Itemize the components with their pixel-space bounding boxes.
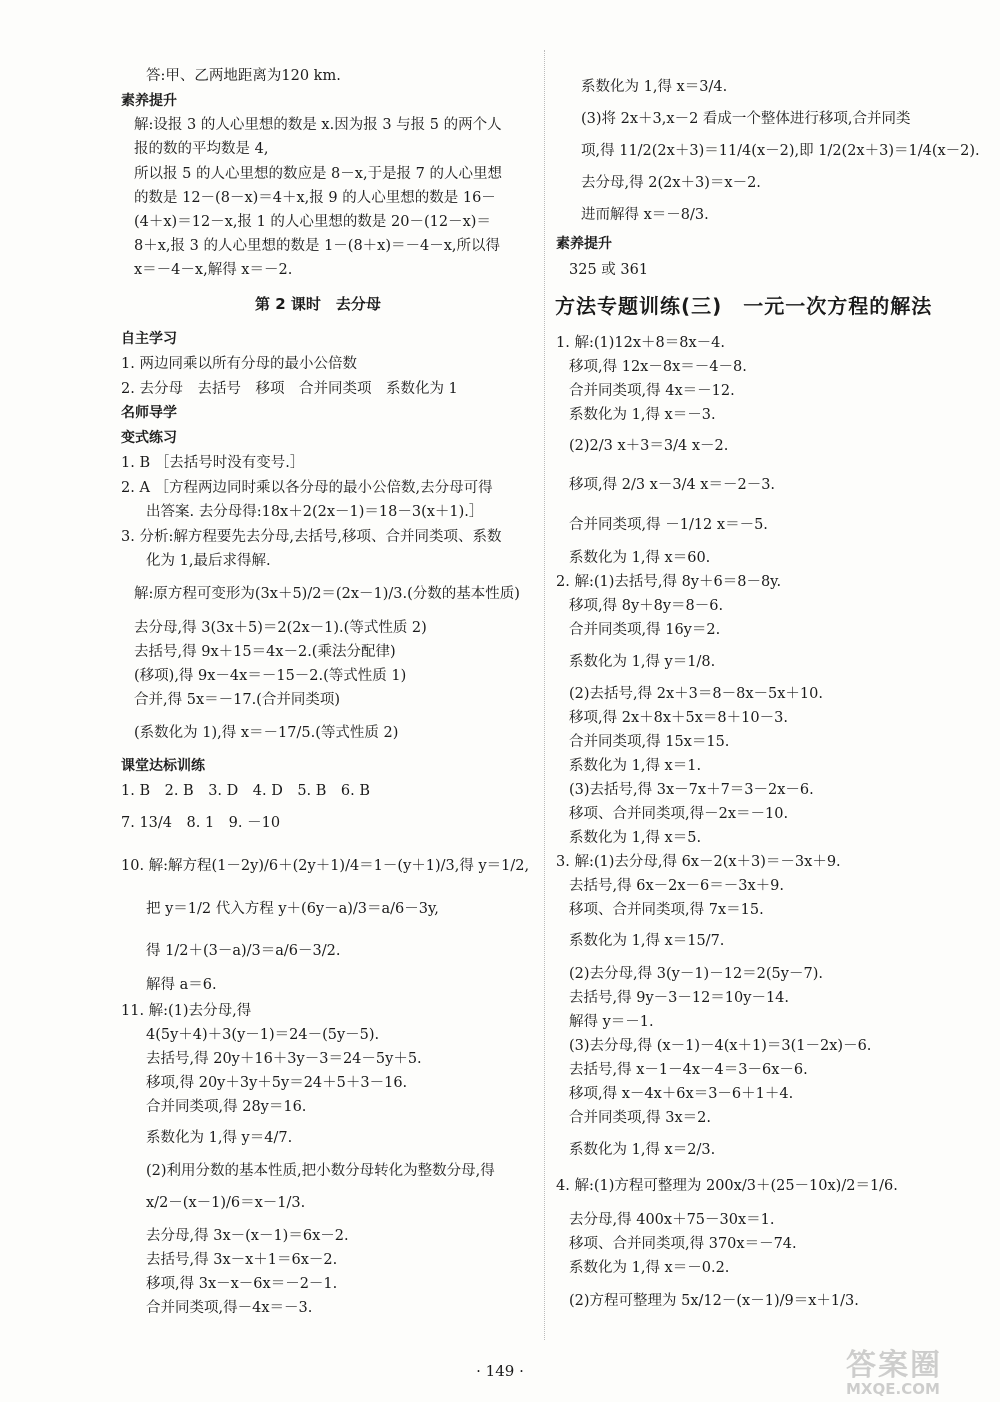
- left-text-line: (系数化为 1),得 x＝－17/5.(等式性质 2): [134, 725, 399, 741]
- left-text-line: 1. B 2. B 3. D 4. D 5. B 6. B: [121, 783, 371, 799]
- right-text-line: 去分母,得 400x＋75－30x＝1.: [569, 1212, 775, 1228]
- left-text-line: 1. 两边同乘以所有分母的最小公倍数: [121, 356, 357, 372]
- right-text-line: (2)去括号,得 2x＋3＝8－8x－5x＋10.: [569, 686, 823, 702]
- left-text-line: 报的数的平均数是 4,: [134, 141, 269, 157]
- right-text-line: 合并同类项,得 15x＝15.: [569, 734, 730, 750]
- left-text-line: 所以报 5 的人心里想的数应是 8－x,于是报 7 的人心里想: [134, 166, 503, 182]
- left-text-line: 去括号,得 20y＋16＋3y－3＝24－5y＋5.: [146, 1051, 422, 1067]
- right-text-line: 移项,得 8y＋8y＝8－6.: [569, 598, 724, 614]
- left-text-line: 合并同类项,得 28y＝16.: [146, 1099, 307, 1115]
- right-text-line: 系数化为 1,得 x＝15/7.: [569, 933, 725, 949]
- right-text-line: 移项、合并同类项,得 7x＝15.: [569, 902, 764, 918]
- left-text-line: 10. 解:解方程(1－2y)/6＋(2y＋1)/4＝1－(y＋1)/3,得 y＝1/2,: [121, 858, 530, 874]
- left-text-line: 去括号,得 3x－x＋1＝6x－2.: [146, 1252, 338, 1268]
- right-text-line: (2)2/3 x＋3＝3/4 x－2.: [569, 438, 729, 454]
- right-text-line: 合并同类项,得 3x＝2.: [569, 1110, 711, 1126]
- right-text-line: (3)去分母,得 (x－1)－4(x＋1)＝3(1－2x)－6.: [569, 1038, 872, 1054]
- watermark-logo: [846, 1340, 986, 1396]
- left-text-line: 移项,得 20y＋3y＋5y＝24＋5＋3－16.: [146, 1075, 408, 1091]
- right-text-line: 项,得 11/2(2x＋3)＝11/4(x－2),即 1/2(2x＋3)＝1/4(x－2).: [581, 143, 980, 159]
- right-text-line: 移项,得 x－4x＋6x＝3－6＋1＋4.: [569, 1086, 794, 1102]
- watermark-title: 答案圈: [846, 1348, 942, 1383]
- left-text-line: (4＋x)＝12－x,报 1 的人心里想的数是 20－(12－x)＝: [134, 214, 491, 230]
- right-text-line: 4. 解:(1)方程可整理为 200x/3＋(25－10x)/2＝1/6.: [556, 1178, 898, 1194]
- left-text-line: 11. 解:(1)去分母,得: [121, 1003, 252, 1019]
- left-text-line: 去分母,得 3(3x＋5)＝2(2x－1).(等式性质 2): [134, 620, 427, 636]
- left-text-line: 的数是 12－(8－x)＝4＋x,报 9 的人心里想的数是 16－: [134, 190, 496, 206]
- left-text-line: 素养提升: [121, 93, 177, 109]
- right-text-line: 去分母,得 2(2x＋3)＝x－2.: [581, 175, 761, 191]
- right-text-line: 系数化为 1,得 x＝3/4.: [581, 79, 728, 95]
- right-text-line: 移项、合并同类项,得 370x＝－74.: [569, 1236, 797, 1252]
- right-text-line: 去括号,得 6x－2x－6＝－3x＋9.: [569, 878, 784, 894]
- right-text-line: 系数化为 1,得 x＝1.: [569, 758, 702, 774]
- left-text-line: 解得 a＝6.: [146, 977, 217, 993]
- page-number: · 149 ·: [476, 1362, 524, 1380]
- left-text-line: 自主学习: [121, 331, 177, 347]
- right-text-line: 合并同类项,得 4x＝－12.: [569, 383, 735, 399]
- right-text-line: 去括号,得 x－1－4x－4＝3－6x－6.: [569, 1062, 808, 1078]
- right-text-line: 325 或 361: [569, 262, 649, 278]
- left-text-line: 把 y＝1/2 代入方程 y＋(6y－a)/3＝a/6－3y,: [146, 901, 439, 917]
- right-text-line: 素养提升: [556, 236, 612, 252]
- right-text-line: 1. 解:(1)12x＋8＝8x－4.: [556, 335, 725, 351]
- right-text-line: 2. 解:(1)去括号,得 8y＋6＝8－8y.: [556, 574, 782, 590]
- left-text-line: 解:原方程可变形为(3x＋5)/2＝(2x－1)/3.(分数的基本性质): [134, 586, 520, 602]
- left-text-line: 7. 13/4 8. 1 9. －10: [121, 815, 281, 831]
- left-text-line: 4(5y＋4)＋3(y－1)＝24－(5y－5).: [146, 1027, 380, 1043]
- right-text-line: (3)将 2x＋3,x－2 看成一个整体进行移项,合并同类: [581, 111, 911, 127]
- right-text-line: (3)去括号,得 3x－7x＋7＝3－2x－6.: [569, 782, 814, 798]
- right-text-line: 解得 y＝－1.: [569, 1014, 654, 1030]
- right-text-line: 去括号,得 9y－3－12＝10y－14.: [569, 990, 790, 1006]
- left-text-line: 3. 分析:解方程要先去分母,去括号,移项、合并同类项、系数: [121, 529, 502, 545]
- left-text-line: 课堂达标训练: [121, 758, 205, 774]
- left-text-line: 8＋x,报 3 的人心里想的数是 1－(8＋x)＝－4－x,所以得: [134, 238, 501, 254]
- left-text-line: 去括号,得 9x＋15＝4x－2.(乘法分配律): [134, 644, 396, 660]
- right-text-line: 系数化为 1,得 x＝－3.: [569, 407, 716, 423]
- left-text-line: 2. A ［方程两边同时乘以各分母的最小公倍数,去分母可得: [121, 480, 493, 496]
- left-text-line: 得 1/2＋(3－a)/3＝a/6－3/2.: [146, 943, 341, 959]
- left-text-line: 名师导学: [121, 405, 177, 421]
- right-text-line: 移项,得 12x－8x＝－4－8.: [569, 359, 747, 375]
- left-text-line: (2)利用分数的基本性质,把小数分母转化为整数分母,得: [146, 1163, 495, 1179]
- column-divider: [544, 50, 546, 1340]
- left-text-line: 2. 去分母 去括号 移项 合并同类项 系数化为 1: [121, 381, 458, 397]
- left-text-line: 系数化为 1,得 y＝4/7.: [146, 1130, 293, 1146]
- right-text-line: 移项,得 2x＋8x＋5x＝8＋10－3.: [569, 710, 788, 726]
- right-text-line: (2)方程可整理为 5x/12－(x－1)/9＝x＋1/3.: [569, 1293, 859, 1309]
- right-text-line: (2)去分母,得 3(y－1)－12＝2(5y－7).: [569, 966, 823, 982]
- left-text-line: 答:甲、乙两地距离为120 km.: [146, 68, 341, 84]
- right-text-line: 进而解得 x＝－8/3.: [581, 207, 709, 223]
- left-text-line: (移项),得 9x－4x＝－15－2.(等式性质 1): [134, 668, 407, 684]
- left-text-line: 出答案. 去分母得:18x＋2(2x－1)＝18－3(x＋1).］: [146, 504, 484, 520]
- right-text-line: 3. 解:(1)去分母,得 6x－2(x＋3)＝－3x＋9.: [556, 854, 841, 870]
- right-text-line: 系数化为 1,得 x＝5.: [569, 830, 702, 846]
- right-text-line: 方法专题训练(三) 一元一次方程的解法: [555, 294, 933, 318]
- right-text-line: 移项、合并同类项,得－2x＝－10.: [569, 806, 789, 822]
- left-text-line: 第 2 课时 去分母: [255, 295, 381, 313]
- left-text-line: x/2－(x－1)/6＝x－1/3.: [146, 1195, 306, 1211]
- right-text-line: 合并同类项,得 －1/12 x＝－5.: [569, 517, 768, 533]
- left-text-line: 合并,得 5x＝－17.(合并同类项): [134, 692, 340, 708]
- left-text-line: 化为 1,最后求得解.: [146, 553, 271, 569]
- left-text-line: 移项,得 3x－x－6x＝－2－1.: [146, 1276, 338, 1292]
- left-text-line: 去分母,得 3x－(x－1)＝6x－2.: [146, 1228, 349, 1244]
- left-text-line: 解:设报 3 的人心里想的数是 x.因为报 3 与报 5 的两个人: [134, 117, 502, 133]
- left-text-line: x＝－4－x,解得 x＝－2.: [134, 262, 293, 278]
- right-text-line: 系数化为 1,得 y＝1/8.: [569, 654, 716, 670]
- watermark-url: MXQE.COM: [846, 1380, 940, 1398]
- right-text-line: 系数化为 1,得 x＝－0.2.: [569, 1260, 730, 1276]
- left-text-line: 合并同类项,得－4x＝－3.: [146, 1300, 313, 1316]
- left-text-line: 变式练习: [121, 430, 177, 446]
- right-text-line: 合并同类项,得 16y＝2.: [569, 622, 721, 638]
- left-text-line: 1. B ［去括号时没有变号.］: [121, 455, 305, 471]
- right-text-line: 系数化为 1,得 x＝2/3.: [569, 1142, 716, 1158]
- right-text-line: 移项,得 2/3 x－3/4 x＝－2－3.: [569, 477, 776, 493]
- right-text-line: 系数化为 1,得 x＝60.: [569, 550, 711, 566]
